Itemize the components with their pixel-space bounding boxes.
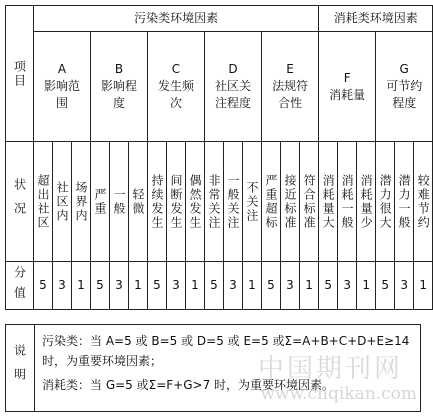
status-cell: 消耗量大 [319, 142, 338, 262]
score-cell: 5 [262, 262, 281, 310]
environmental-factor-table [5, 5, 433, 310]
score-cell: 1 [243, 262, 262, 310]
factor-header: A 影响范围 [34, 32, 91, 142]
watermark-logo-text: 中国期刊网 [257, 354, 403, 384]
score-cell: 5 [205, 262, 224, 310]
row-label-status: 状况 [6, 142, 34, 262]
status-cell: 接近标准 [281, 142, 300, 262]
status-cell: 场界内 [72, 142, 91, 262]
status-cell: 严重 [91, 142, 110, 262]
score-cell: 3 [53, 262, 72, 310]
factor-header: F 消耗量 [319, 32, 376, 142]
status-cell: 潜力一般 [395, 142, 414, 262]
score-cell: 5 [148, 262, 167, 310]
status-cell: 一般关注 [224, 142, 243, 262]
score-cell: 3 [395, 262, 414, 310]
status-cell: 偶然发生 [186, 142, 205, 262]
status-cell: 持续发生 [148, 142, 167, 262]
row-label-item: 项目 [6, 6, 34, 142]
factor-header: E 法规符合性 [262, 32, 319, 142]
score-cell: 5 [376, 262, 395, 310]
factor-header: C 发生频次 [148, 32, 205, 142]
watermark-url: www.cnqikan.com [260, 384, 417, 404]
score-cell: 3 [167, 262, 186, 310]
score-cell: 5 [319, 262, 338, 310]
status-cell: 非常关注 [205, 142, 224, 262]
score-cell: 5 [34, 262, 53, 310]
consumption-rule: 消耗类：当 G=5 或Σ=F+G>7 时，为重要环境因素。 [42, 378, 335, 392]
status-cell: 消耗一般 [338, 142, 357, 262]
score-cell: 3 [224, 262, 243, 310]
status-cell: 轻微 [129, 142, 148, 262]
status-cell: 符合标准 [300, 142, 319, 262]
status-cell: 超出社区 [34, 142, 53, 262]
explanation-label: 说明 [6, 325, 35, 411]
score-cell: 1 [129, 262, 148, 310]
status-cell: 不关注 [243, 142, 262, 262]
score-cell: 1 [72, 262, 91, 310]
score-cell: 1 [300, 262, 319, 310]
status-cell: 潜力很大 [376, 142, 395, 262]
group-header-consumption: 消耗类环境因素 [319, 6, 433, 32]
score-cell: 3 [281, 262, 300, 310]
score-cell: 1 [414, 262, 433, 310]
status-cell: 间断发生 [167, 142, 186, 262]
factor-header: B 影响程度 [91, 32, 148, 142]
pollution-rule: 污染类：当 A=5 或 B=5 或 D=5 或 E=5 或Σ=A+B+C+D+E≥14 时，为重要环境因素； [42, 334, 410, 368]
status-cell: 社区内 [53, 142, 72, 262]
status-cell: 严重超标 [262, 142, 281, 262]
factor-header: D 社区关注程度 [205, 32, 262, 142]
score-cell: 1 [186, 262, 205, 310]
group-header-pollution: 污染类环境因素 [34, 6, 319, 32]
factor-header: G 可节约程度 [376, 32, 433, 142]
score-cell: 3 [338, 262, 357, 310]
score-cell: 1 [357, 262, 376, 310]
score-cell: 3 [110, 262, 129, 310]
status-cell: 较难节约 [414, 142, 433, 262]
status-cell: 消耗量少 [357, 142, 376, 262]
status-cell: 一般 [110, 142, 129, 262]
row-label-score: 分值 [6, 262, 34, 310]
score-cell: 5 [91, 262, 110, 310]
